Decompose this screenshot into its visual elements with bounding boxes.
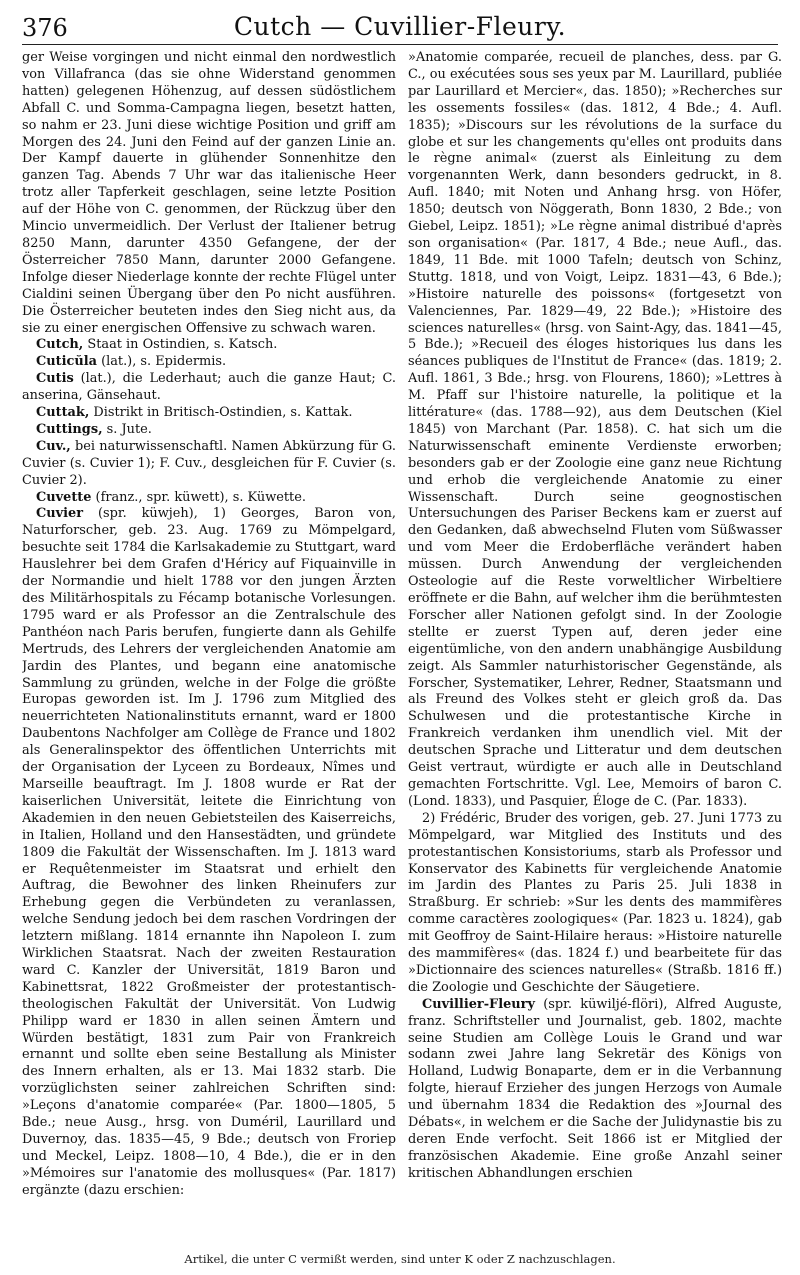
entry-cuticula xyxy=(22,354,396,371)
entry-headword: Cuvillier-Fleury xyxy=(422,996,535,1012)
entry-text: (spr. küwjeh), 1) Georges, Baron von, Naturforscher, geb. 23. Aug. 1769 zu Mömpelgard, besuchte seit 1784 die Karlsakademie zu Stuttgart, ward Hauslehrer bei dem Grafen d'Héricy auf Fiquainville in der Normandie und hielt 1788 vor den jungen Ärzten des Militärhospitals zu Fécamp botanische Vorlesungen. 1795 ward er als Professor an die Zentralschule des Panthéon nach Paris berufen, fungierte dann als Gehilfe Mertruds, des Lehrers der vergleichenden Anatomie am Jardin des Plantes, und begann eine anatomische Sammlung zu gründen, welche in der Folge die größte Europas geworden ist. Im J. 1796 zum Mitglied des neuerrichteten Nationalinstituts ernannt, ward er 1800 Daubentons Nachfolger am Collège de France und 1802 als Generalinspektor des öffentlichen Unterrichts mit der Organisation der Lyceen zu Bordeaux, Nîmes und Marseille beauftragt. Im J. 1808 wurde er Rat der kaiserlichen Universität, leitete die Einrichtung von Akademien in den neuen Gebietsteilen des Kaiserreichs, in Italien, Holland und den Hansestädten, und gründete 1809 die Fakultät der Wissenschaften. Im J. 1813 ward er Requêtenmeister im Staatsrat und erhielt den Auftrag, die Bewohner des linken Rheinufers zur Erhebung gegen die Verbündeten zu veranlassen, welche Sendung jedoch bei dem raschen Vordringen der letztern mißlang. 1814 ernannte ihn Napoleon I. zum Wirklichen Staatsrat. Nach der zweiten Restauration ward C. Kanzler der Universität, 1819 Baron und Kabinettsrat, 1822 Großmeister der protestantisch-theologischen Fakultät der Universität. Von Ludwig Philipp ward er 1830 in allen seinen Ämtern und Würden bestätigt, 1831 zum Pair von Frankreich ernannt und sollte eben seine Bestallung als Minister des Innern erhalten, als er 13. Mai 1832 starb. Die vorzüglichsten seiner zahlreichen Schriften sind: »Leçons d'anatomie comparée« (Par. 1800—1805, 5 Bde.; neue Ausg., hrsg. von Duméril, Laurillard und Duvernoy, das. 1835—45, 9 Bde.; deutsch von Froriep und Meckel, Leipz. 1808—10, 4 Bde.), die er in den »Mémoires sur l'anatomie des mollusques« (Par. 1817) ergänzte (dazu erschien: xyxy=(22,506,396,1198)
entry-text: s. Jute. xyxy=(102,421,152,437)
page-footer: Artikel, die unter C vermißt werden, sind unter K oder Z nachzuschlagen. xyxy=(184,1252,616,1266)
entry-cuttings xyxy=(22,422,396,439)
entry-text: (lat.), die Lederhaut; auch die ganze Haut; C. anserina, Gänsehaut. xyxy=(22,371,396,404)
entry-headword: Cuticŭla xyxy=(36,354,97,370)
entry-headword: Cutch, xyxy=(36,337,84,353)
paragraph-continued: ger Weise vorgingen und nicht einmal den nordwestlich von Villafranca (das sie ohne Widerstand genommen hatten) gelegenen Höhenzug, auf dessen südöstlichem Abfall C. und Somma-Campagna liegen, besetzt hatten, so nahm er 23. Juni diese wichtige Position und griff am Morgen des 24. Juni den Feind auf der ganzen Linie an. Der Kampf dauerte in glühender Sonnenhitze den ganzen Tag. Abends 7 Uhr war das italienische Heer trotz aller Tapferkeit geschlagen, seine letzte Position auf der Höhe von C. genommen, der Rückzug über den Mincio unvermeidlich. Der Verlust der Italiener betrug 8250 Mann, darunter 4350 Gefangene, der der Österreicher 7850 Mann, darunter 2000 Gefangene. Infolge dieser Niederlage konnte der rechte Flügel unter Cialdini seinen Übergang über den Po nicht ausführen. Die Österreicher beuteten indes den Sieg nicht aus, da sie zu einer energischen Offensive zu schwach waren. xyxy=(22,50,396,336)
entry-text: bei naturwissenschaftl. Namen Abkürzung für G. Cuvier (s. Cuvier 1); F. Cuv., desgleichen für F. Cuvier (s. Cuvier 2). xyxy=(22,438,396,488)
entry-headword: Cuttings, xyxy=(36,421,103,437)
header-rule xyxy=(22,44,778,45)
entry-headword: Cuvette xyxy=(36,489,92,505)
entry-text: Staat in Ostindien, s. Katsch. xyxy=(83,337,278,353)
entry-text: Distrikt in Britisch-Ostindien, s. Kattak. xyxy=(89,405,353,421)
paragraph-continued: »Anatomie comparée, recueil de planches, dess. par G. C., ou exécutées sous ses yeux par M. Laurillard, publiée par Laurillard et Mercier«, das. 1850); »Recherches sur les ossements fossiles« (das. 1812, 4 Bde.; 4. Aufl. 1835); »Discours sur les révolutions de la surface du globe et sur les changements qu'elles ont produits dans le règne animal« (zuerst als Einleitung zu dem vorgenannten Werk, dann besonders gedruckt, in 8. Aufl. 1840; mit Noten und Anhang hrsg. von Höfer, 1850; deutsch von Nöggerath, Bonn 1830, 2 Bde.; von Giebel, Leipz. 1851); »Le règne animal distribué d'après son organisation« (Par. 1817, 4 Bde.; neue Aufl., das. 1849, 11 Bde. mit 1000 Tafeln; deutsch von Schinz, Stuttg. 1818, und von Voigt, Leipz. 1831—43, 6 Bde.); »Histoire naturelle des poissons« (fortgesetzt von Valenciennes, Par. 1829—49, 22 Bde.); »Histoire des sciences naturelles« (hrsg. von Saint-Agy, das. 1841—45, 5 Bde.); »Recueil des éloges historiques lus dans les séances publiques de l'Institut de France« (das. 1819; 2. Aufl. 1861, 3 Bde.; hrsg. von Flourens, 1860); »Lettres à M. Pfaff sur l'histoire naturelle, la politique et la littérature« (das. 1788—92), aus dem Deutschen (Kiel 1845) von Marchant (Par. 1858). C. hat sich um die Naturwissenschaft eminente Verdienste erworben; besonders gab er der Zoologie eine ganz neue Richtung und erhob die vergleichende Anatomie zu einer Wissenschaft. Durch seine geognostischen Untersuchungen des Pariser Beckens kam er zuerst auf den Gedanken, daß abwechselnd Fluten vom Süßwasser und vom Meer die Erdoberfläche verändert haben müssen. Durch Anwendung der vergleichenden Osteologie auf die Reste vorweltlicher Wirbeltiere eröffnete er die Bahn, auf welcher ihm die berühmtesten Forscher aller Nationen gefolgt sind. In der Zoologie stellte er zuerst Typen auf, deren jeder eine eigentümliche, von den andern unabhängige Ausbildung zeigt. Als Sammler naturhistorischer Gegenstände, als Forscher, Systematiker, Lehrer, Redner, Staatsmann und als Freund des Volkes steht er gleich groß da. Das Schulwesen und die protestantische Kirche in Frankreich verdanken ihm unendlich viel. Mit der deutschen Sprache und Litteratur und dem deutschen Geist vertraut, würdigte er auch alle in Deutschland gemachten Fortschritte. Vgl. Lee, Memoirs of baron C. (Lond. 1833), und Pasquier, Éloge de C. (Par. 1833). xyxy=(408,50,782,809)
entry-cuv xyxy=(22,439,396,490)
running-head: Cutch — Cuvillier-Fleury. xyxy=(233,12,567,41)
entry-text: (franz., spr. küwett), s. Küwette. xyxy=(91,489,306,505)
left-column xyxy=(22,50,396,1250)
paragraph-frederic: 2) Frédéric, Bruder des vorigen, geb. 27. Juni 1773 zu Mömpelgard, war Mitglied des Instituts und des protestantischen Konsistoriums, starb als Professor und Konservator des Kabinetts für vergleichende Anatomie im Jardin des Plantes zu Paris 25. Juli 1838 in Straßburg. Er schrieb: »Sur les dents des mammifères comme caractères zoologiques« (Par. 1823 u. 1824), gab mit Geoffroy de Saint-Hilaire heraus: »Histoire naturelle des mammifères« (das. 1824 f.) und bearbeitete für das »Dictionnaire des sciences naturelles« (Straßb. 1816 ff.) die Zoologie und Geschichte der Säugetiere. xyxy=(408,810,782,995)
entry-headword: Cuv., xyxy=(36,438,71,454)
entry-headword: Cutis xyxy=(36,371,74,387)
entry-cuttak xyxy=(22,405,396,422)
right-column xyxy=(408,50,782,1250)
entry-text: (spr. küwiljé-flöri), Alfred Auguste, franz. Schriftsteller und Journalist, geb. 1802, machte seine Studien am Collège Louis le Grand und war sodann zwei Jahre lang Sekretär des Königs von Holland, Ludwig Bonaparte, dem er in die Verbannung folgte, hierauf Erzieher des jungen Herzogs von Aumale und übernahm 1834 die Redaktion des »Journal des Débats«, in welchem er die Sache der Julidynastie bis zu deren Ende verfocht. Seit 1866 ist er Mitglied der französischen Akademie. Eine große Anzahl seiner kritischen Abhandlungen erschien xyxy=(408,996,782,1181)
entry-cuvillier-fleury xyxy=(408,997,782,1183)
entry-headword: Cuvier xyxy=(36,506,84,522)
page-header xyxy=(22,8,778,44)
entry-cutis xyxy=(22,371,396,405)
entry-cuvette xyxy=(22,490,396,507)
entry-headword: Cuttak, xyxy=(36,405,90,421)
entry-text: (lat.), s. Epidermis. xyxy=(96,354,227,370)
text-columns xyxy=(22,50,782,1250)
entry-cutch xyxy=(22,337,396,354)
page-number: 376 xyxy=(22,14,68,42)
entry-cuvier xyxy=(22,506,396,1199)
